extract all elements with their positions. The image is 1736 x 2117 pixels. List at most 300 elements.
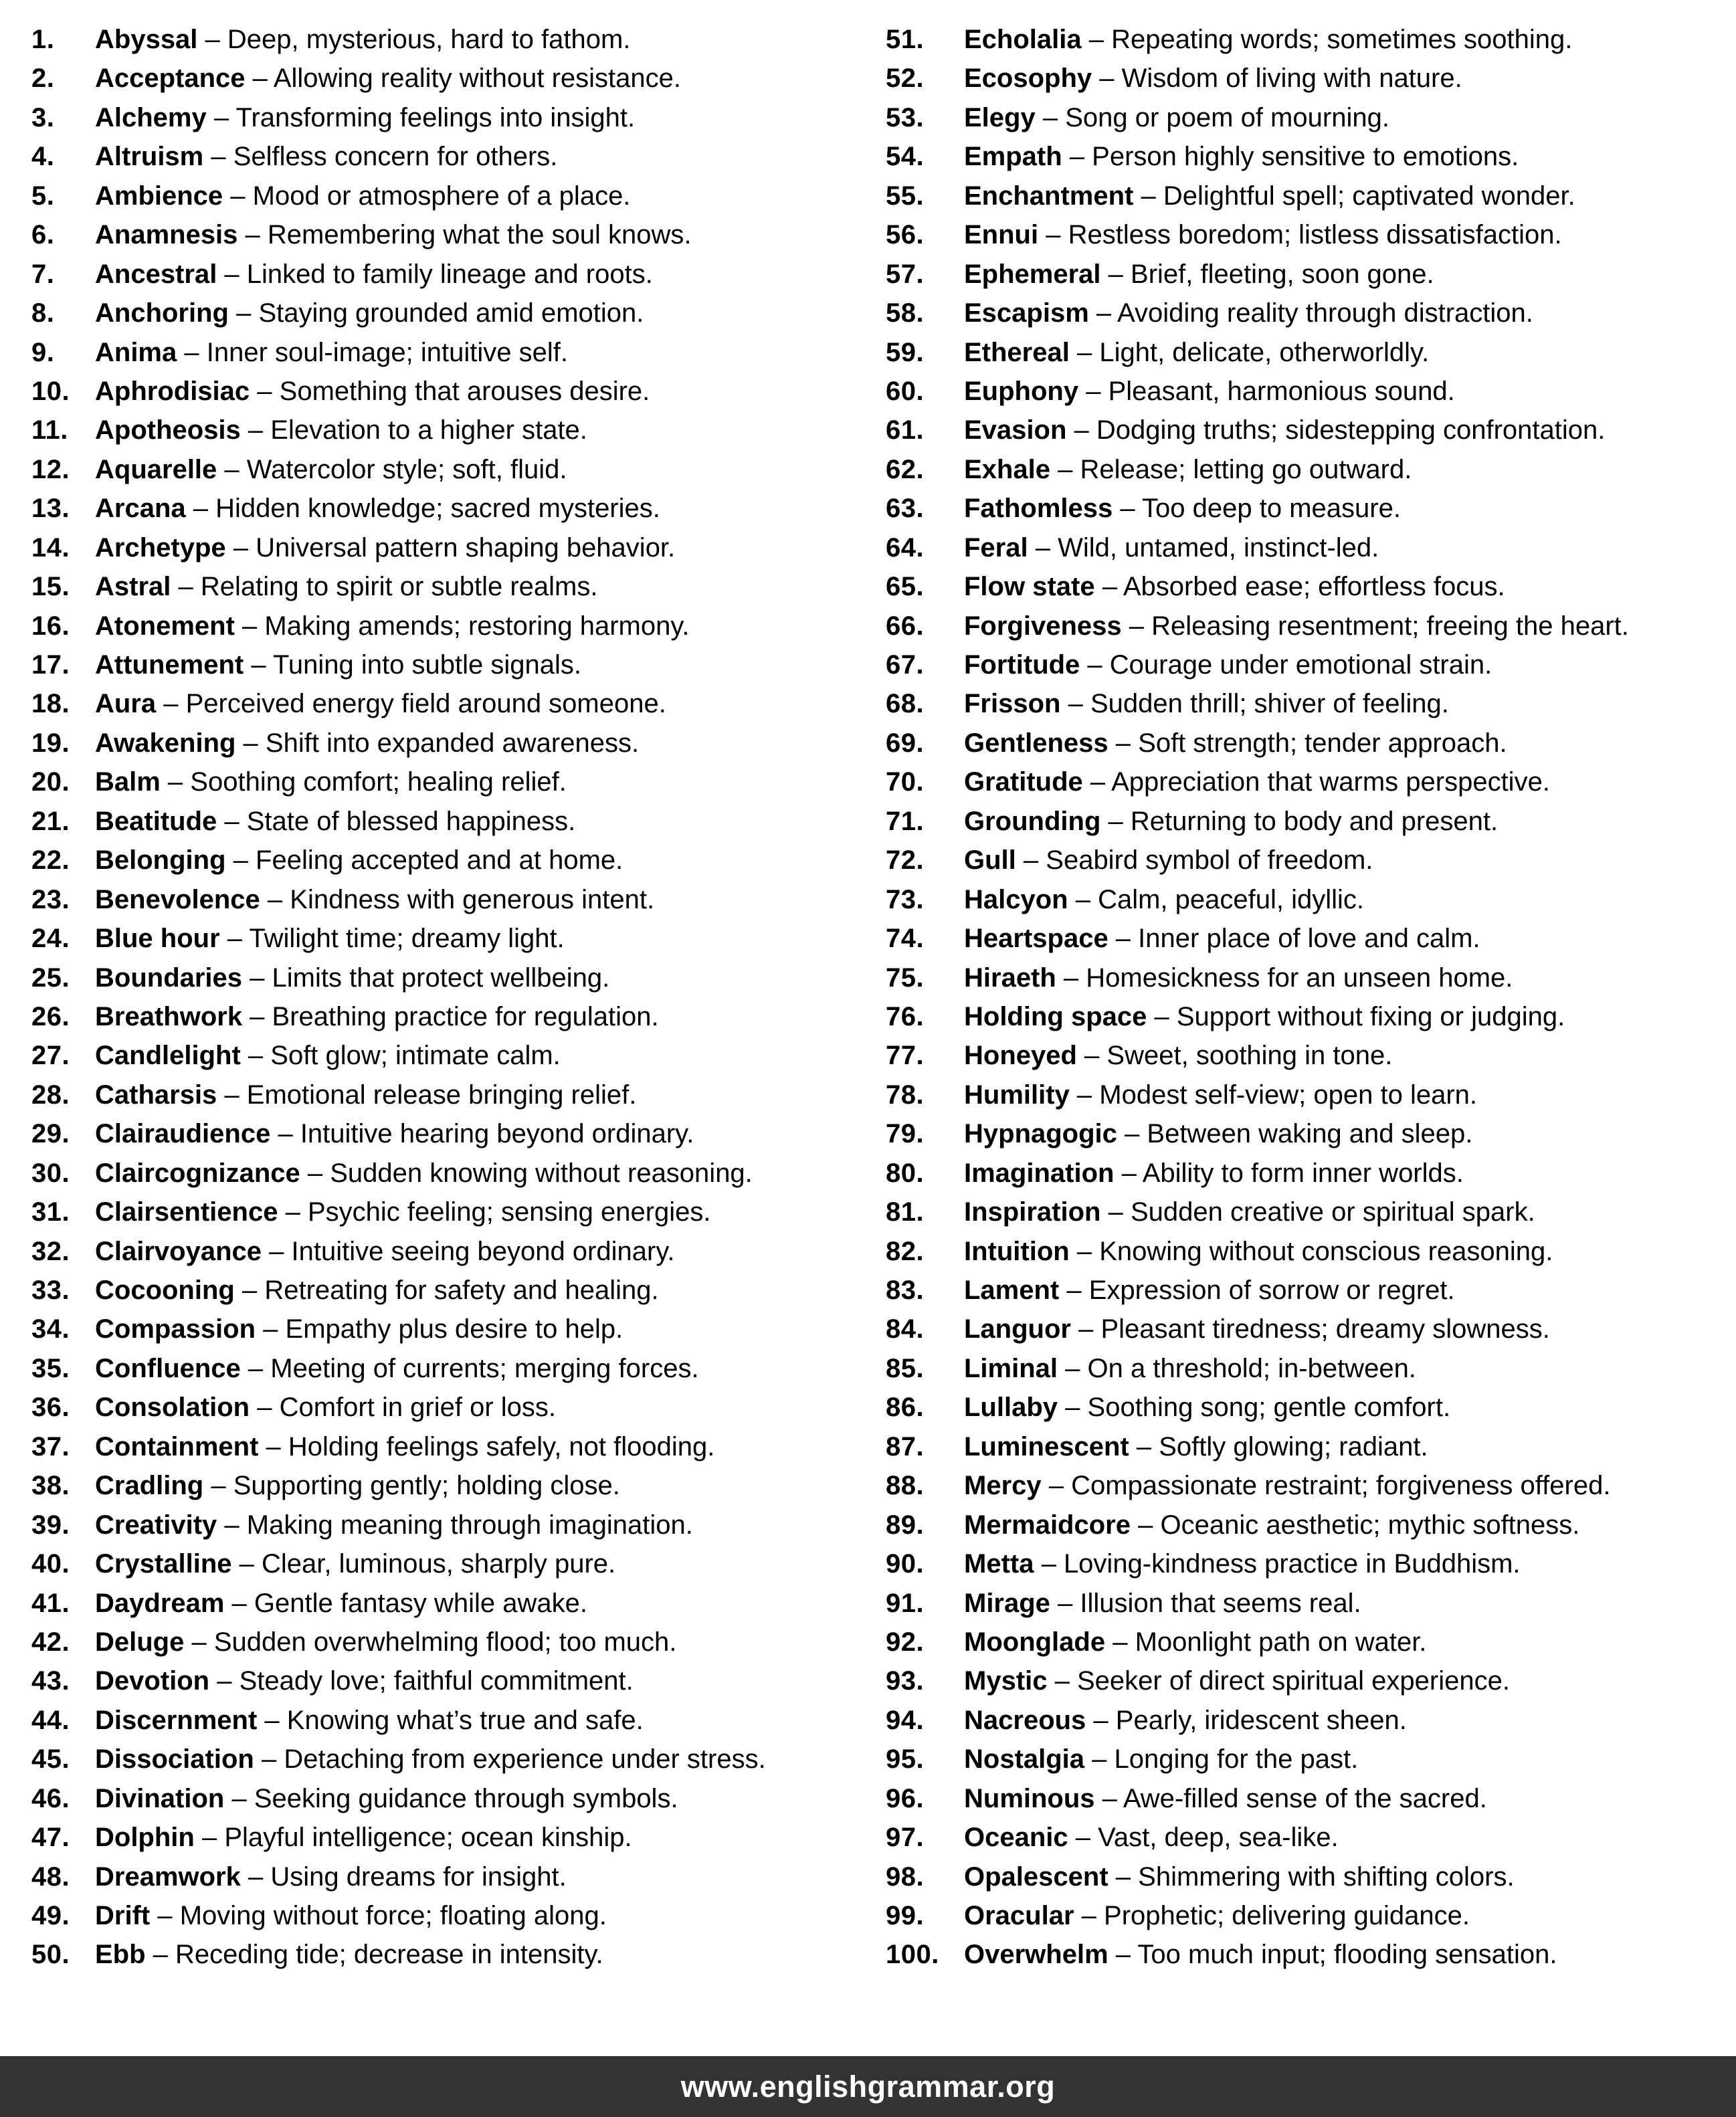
item-separator: – bbox=[1047, 1666, 1077, 1696]
list-item bbox=[868, 841, 1736, 880]
item-number: 53. bbox=[886, 102, 925, 132]
item-definition: Too much input; flooding sensation. bbox=[1137, 1940, 1557, 1970]
item-number: 32. bbox=[31, 1236, 70, 1266]
item-term: Fathomless bbox=[964, 494, 1113, 524]
item-number: 55. bbox=[886, 181, 925, 211]
item-definition: Retreating for safety and healing. bbox=[264, 1276, 659, 1305]
item-term: Intuition bbox=[964, 1236, 1070, 1266]
item-definition: Tuning into subtle signals. bbox=[272, 650, 581, 680]
list-item bbox=[868, 372, 1736, 411]
item-term: Altruism bbox=[95, 142, 204, 172]
list-item bbox=[868, 215, 1736, 254]
item-number: 6. bbox=[31, 220, 55, 250]
item-separator: – bbox=[1059, 1276, 1089, 1305]
list-item bbox=[0, 1740, 868, 1779]
list-item bbox=[868, 1935, 1736, 1974]
item-separator: – bbox=[300, 1158, 330, 1188]
item-definition: Twilight time; dreamy light. bbox=[249, 924, 565, 954]
list-item bbox=[0, 1935, 868, 1974]
item-number: 75. bbox=[886, 963, 925, 993]
item-term: Divination bbox=[95, 1783, 225, 1813]
item-number: 82. bbox=[886, 1236, 925, 1266]
item-definition: Sudden creative or spiritual spark. bbox=[1130, 1197, 1535, 1227]
list-item bbox=[868, 98, 1736, 137]
item-separator: – bbox=[219, 924, 250, 954]
item-definition: Prophetic; delivering guidance. bbox=[1104, 1901, 1470, 1930]
item-separator: – bbox=[240, 1041, 271, 1071]
item-term: Dolphin bbox=[95, 1823, 195, 1853]
item-number: 2. bbox=[31, 64, 55, 94]
item-definition: Seabird symbol of freedom. bbox=[1046, 845, 1373, 876]
item-number: 83. bbox=[886, 1276, 925, 1305]
item-number: 88. bbox=[886, 1471, 925, 1501]
list-item bbox=[868, 1466, 1736, 1505]
item-number: 41. bbox=[31, 1588, 70, 1618]
item-term: Enchantment bbox=[964, 181, 1134, 211]
item-definition: Softly glowing; radiant. bbox=[1159, 1431, 1428, 1461]
item-definition: Calm, peaceful, idyllic. bbox=[1098, 884, 1365, 914]
item-separator: – bbox=[1058, 1393, 1088, 1423]
list-item bbox=[0, 1271, 868, 1310]
list-item bbox=[868, 1506, 1736, 1544]
item-number: 22. bbox=[31, 845, 70, 876]
item-term: Heartspace bbox=[964, 924, 1108, 954]
item-term: Holding space bbox=[964, 1001, 1147, 1031]
item-separator: – bbox=[262, 1236, 292, 1266]
item-term: Opalescent bbox=[964, 1861, 1108, 1892]
item-term: Overwhelm bbox=[964, 1940, 1108, 1970]
item-definition: Song or poem of mourning. bbox=[1065, 102, 1389, 132]
item-term: Mystic bbox=[964, 1666, 1048, 1696]
item-number: 66. bbox=[886, 611, 925, 641]
list-item bbox=[0, 1076, 868, 1114]
item-separator: – bbox=[184, 1627, 214, 1657]
item-term: Compassion bbox=[95, 1314, 256, 1344]
item-number: 36. bbox=[31, 1393, 70, 1423]
list-item bbox=[0, 1036, 868, 1075]
item-definition: Empathy plus desire to help. bbox=[285, 1314, 623, 1344]
list-item bbox=[868, 1349, 1736, 1388]
item-number: 52. bbox=[886, 64, 925, 94]
item-separator: – bbox=[203, 142, 233, 172]
list-item bbox=[0, 1623, 868, 1661]
item-separator: – bbox=[228, 298, 259, 328]
item-term: Honeyed bbox=[964, 1041, 1077, 1071]
item-number: 12. bbox=[31, 454, 70, 484]
item-separator: – bbox=[242, 963, 272, 993]
item-term: Languor bbox=[964, 1314, 1071, 1344]
list-item bbox=[868, 1701, 1736, 1740]
item-separator: – bbox=[1050, 1588, 1080, 1618]
item-number: 42. bbox=[31, 1627, 70, 1657]
item-term: Evasion bbox=[964, 415, 1067, 445]
item-definition: Absorbed ease; effortless focus. bbox=[1123, 572, 1505, 602]
item-number: 63. bbox=[886, 494, 925, 524]
item-separator: – bbox=[278, 1197, 308, 1227]
item-definition: Making meaning through imagination. bbox=[246, 1510, 693, 1540]
item-separator: – bbox=[1130, 1510, 1161, 1540]
item-definition: Moving without force; floating along. bbox=[179, 1901, 607, 1930]
list-item bbox=[868, 1779, 1736, 1818]
list-item bbox=[0, 919, 868, 958]
item-separator: – bbox=[1105, 1627, 1135, 1657]
item-number: 73. bbox=[886, 884, 925, 914]
item-definition: Feeling accepted and at home. bbox=[256, 845, 623, 876]
item-term: Apotheosis bbox=[95, 415, 241, 445]
item-separator: – bbox=[1078, 376, 1108, 406]
item-separator: – bbox=[145, 1940, 176, 1970]
item-term: Clairvoyance bbox=[95, 1236, 262, 1266]
item-term: Ambience bbox=[95, 181, 223, 211]
list-item bbox=[0, 1466, 868, 1505]
list-item bbox=[868, 802, 1736, 841]
item-definition: Psychic feeling; sensing energies. bbox=[307, 1197, 711, 1227]
item-number: 3. bbox=[31, 102, 55, 132]
item-term: Awakening bbox=[95, 728, 236, 758]
item-definition: Returning to body and present. bbox=[1130, 806, 1499, 836]
item-separator: – bbox=[1117, 1119, 1147, 1149]
item-number: 78. bbox=[886, 1080, 925, 1110]
list-item bbox=[868, 255, 1736, 294]
item-term: Breathwork bbox=[95, 1001, 243, 1031]
item-term: Euphony bbox=[964, 376, 1079, 406]
item-number: 74. bbox=[886, 924, 925, 954]
item-term: Metta bbox=[964, 1549, 1034, 1579]
item-separator: – bbox=[231, 1549, 262, 1579]
item-definition: Pleasant tiredness; dreamy slowness. bbox=[1100, 1314, 1550, 1344]
list-item bbox=[868, 1584, 1736, 1623]
item-definition: Repeating words; sometimes soothing. bbox=[1111, 25, 1573, 54]
item-number: 37. bbox=[31, 1431, 70, 1461]
item-term: Moonglade bbox=[964, 1627, 1106, 1657]
item-definition: Remembering what the soul knows. bbox=[267, 220, 692, 250]
item-term: Deluge bbox=[95, 1627, 185, 1657]
item-number: 87. bbox=[886, 1431, 925, 1461]
item-number: 31. bbox=[31, 1197, 70, 1227]
item-term: Atonement bbox=[95, 611, 235, 641]
item-number: 45. bbox=[31, 1744, 70, 1775]
item-number: 50. bbox=[31, 1940, 70, 1970]
item-definition: Shimmering with shifting colors. bbox=[1138, 1861, 1515, 1892]
list-item bbox=[0, 333, 868, 372]
item-separator: – bbox=[1038, 220, 1068, 250]
list-item bbox=[868, 1661, 1736, 1700]
item-separator: – bbox=[217, 259, 247, 289]
list-item bbox=[0, 372, 868, 411]
item-separator: – bbox=[185, 494, 216, 524]
item-definition: Expression of sorrow or regret. bbox=[1088, 1276, 1455, 1305]
item-definition: Knowing what’s true and safe. bbox=[286, 1705, 644, 1735]
item-term: Gull bbox=[964, 845, 1016, 876]
item-number: 67. bbox=[886, 650, 925, 680]
list-item bbox=[0, 20, 868, 59]
item-term: Liminal bbox=[964, 1353, 1058, 1383]
item-definition: Universal pattern shaping behavior. bbox=[256, 532, 676, 563]
list-item bbox=[0, 607, 868, 645]
item-term: Feral bbox=[964, 532, 1028, 563]
item-separator: – bbox=[160, 767, 191, 797]
item-definition: Inner place of love and calm. bbox=[1138, 924, 1480, 954]
item-number: 94. bbox=[886, 1705, 925, 1735]
item-number: 92. bbox=[886, 1627, 925, 1657]
item-number: 70. bbox=[886, 767, 925, 797]
list-item bbox=[868, 1623, 1736, 1661]
item-separator: – bbox=[1133, 181, 1163, 211]
list-item bbox=[868, 489, 1736, 528]
item-number: 1. bbox=[31, 25, 55, 54]
item-term: Numinous bbox=[964, 1783, 1095, 1813]
item-definition: Sudden overwhelming flood; too much. bbox=[213, 1627, 677, 1657]
item-separator: – bbox=[1086, 1705, 1116, 1735]
item-term: Abyssal bbox=[95, 25, 198, 54]
list-item bbox=[0, 841, 868, 880]
item-term: Clairaudience bbox=[95, 1119, 271, 1149]
word-list-column-right bbox=[868, 20, 1736, 1975]
item-separator: – bbox=[1092, 64, 1122, 94]
item-term: Elegy bbox=[964, 102, 1036, 132]
list-item bbox=[868, 763, 1736, 801]
item-separator: – bbox=[1108, 924, 1139, 954]
item-separator: – bbox=[1121, 611, 1152, 641]
list-item bbox=[868, 411, 1736, 449]
item-separator: – bbox=[217, 1080, 247, 1110]
item-term: Ennui bbox=[964, 220, 1039, 250]
item-number: 72. bbox=[886, 845, 925, 876]
item-definition: Inner soul-image; intuitive self. bbox=[206, 337, 568, 367]
item-separator: – bbox=[1076, 1041, 1107, 1071]
list-item bbox=[0, 645, 868, 684]
item-number: 44. bbox=[31, 1705, 70, 1735]
item-term: Grounding bbox=[964, 806, 1101, 836]
item-separator: – bbox=[1058, 1353, 1088, 1383]
list-item bbox=[0, 997, 868, 1036]
item-number: 56. bbox=[886, 220, 925, 250]
item-definition: Soft glow; intimate calm. bbox=[270, 1041, 561, 1071]
list-item bbox=[0, 1661, 868, 1700]
list-item bbox=[0, 684, 868, 723]
item-number: 95. bbox=[886, 1744, 925, 1775]
item-separator: – bbox=[1016, 845, 1046, 876]
item-separator: – bbox=[1035, 102, 1066, 132]
item-number: 40. bbox=[31, 1549, 70, 1579]
item-term: Gentleness bbox=[964, 728, 1108, 758]
item-number: 51. bbox=[886, 25, 925, 54]
list-item bbox=[0, 1857, 868, 1896]
item-definition: Intuitive seeing beyond ordinary. bbox=[291, 1236, 675, 1266]
item-term: Flow state bbox=[964, 572, 1095, 602]
item-number: 17. bbox=[31, 650, 70, 680]
item-definition: Releasing resentment; freeing the heart. bbox=[1151, 611, 1629, 641]
item-separator: – bbox=[1082, 767, 1112, 797]
item-term: Humility bbox=[964, 1080, 1070, 1110]
item-number: 68. bbox=[886, 689, 925, 719]
item-term: Daydream bbox=[95, 1588, 225, 1618]
list-item bbox=[0, 724, 868, 763]
item-number: 39. bbox=[31, 1510, 70, 1540]
item-term: Mermaidcore bbox=[964, 1510, 1131, 1540]
item-separator: – bbox=[217, 1510, 247, 1540]
item-separator: – bbox=[240, 1861, 271, 1892]
item-number: 61. bbox=[886, 415, 925, 445]
item-number: 27. bbox=[31, 1041, 70, 1071]
item-separator: – bbox=[1050, 454, 1080, 484]
item-term: Anamnesis bbox=[95, 220, 238, 250]
list-item bbox=[0, 59, 868, 98]
item-separator: – bbox=[1147, 1001, 1177, 1031]
item-number: 16. bbox=[31, 611, 70, 641]
item-definition: Emotional release bringing relief. bbox=[246, 1080, 637, 1110]
item-term: Nostalgia bbox=[964, 1744, 1085, 1775]
item-term: Claircognizance bbox=[95, 1158, 300, 1188]
item-number: 98. bbox=[886, 1861, 925, 1892]
footer-url-text: www.englishgrammar.org bbox=[680, 2069, 1056, 2104]
item-term: Hypnagogic bbox=[964, 1119, 1117, 1149]
list-item bbox=[868, 607, 1736, 645]
item-definition: Using dreams for insight. bbox=[270, 1861, 567, 1892]
item-separator: – bbox=[1069, 1236, 1100, 1266]
list-item bbox=[0, 1232, 868, 1271]
item-term: Aquarelle bbox=[95, 454, 217, 484]
item-separator: – bbox=[1108, 1940, 1138, 1970]
list-item bbox=[868, 880, 1736, 919]
item-term: Creativity bbox=[95, 1510, 217, 1540]
item-term: Luminescent bbox=[964, 1431, 1129, 1461]
item-separator: – bbox=[171, 572, 201, 602]
item-separator: – bbox=[209, 1666, 239, 1696]
list-item bbox=[0, 1154, 868, 1193]
item-number: 10. bbox=[31, 376, 70, 406]
item-definition: Breathing practice for regulation. bbox=[272, 1001, 659, 1031]
list-item bbox=[868, 1388, 1736, 1427]
list-item bbox=[0, 1896, 868, 1935]
item-term: Lament bbox=[964, 1276, 1060, 1305]
item-term: Beatitude bbox=[95, 806, 217, 836]
list-item bbox=[0, 1310, 868, 1348]
list-item bbox=[868, 684, 1736, 723]
list-item bbox=[868, 1271, 1736, 1310]
item-number: 20. bbox=[31, 767, 70, 797]
item-separator: – bbox=[242, 1001, 272, 1031]
item-number: 19. bbox=[31, 728, 70, 758]
item-number: 5. bbox=[31, 181, 55, 211]
item-separator: – bbox=[1068, 884, 1098, 914]
item-number: 46. bbox=[31, 1783, 70, 1813]
item-term: Benevolence bbox=[95, 884, 260, 914]
item-definition: Steady love; faithful commitment. bbox=[239, 1666, 634, 1696]
item-separator: – bbox=[1070, 1314, 1101, 1344]
item-separator: – bbox=[1113, 494, 1143, 524]
list-item bbox=[0, 1349, 868, 1388]
item-number: 47. bbox=[31, 1823, 70, 1853]
item-number: 26. bbox=[31, 1001, 70, 1031]
item-separator: – bbox=[1081, 25, 1112, 54]
list-item bbox=[0, 215, 868, 254]
item-separator: – bbox=[194, 1823, 225, 1853]
item-separator: – bbox=[1068, 1823, 1098, 1853]
list-item bbox=[868, 528, 1736, 567]
item-definition: Restless boredom; listless dissatisfaction. bbox=[1068, 220, 1562, 250]
item-number: 89. bbox=[886, 1510, 925, 1540]
item-definition: Longing for the past. bbox=[1114, 1744, 1359, 1775]
item-separator: – bbox=[203, 1471, 233, 1501]
item-definition: Transforming feelings into insight. bbox=[235, 102, 636, 132]
item-number: 23. bbox=[31, 884, 70, 914]
item-separator: – bbox=[260, 884, 290, 914]
item-separator: – bbox=[1094, 572, 1123, 602]
item-definition: Playful intelligence; ocean kinship. bbox=[224, 1823, 632, 1853]
item-number: 69. bbox=[886, 728, 925, 758]
item-definition: Kindness with generous intent. bbox=[290, 884, 655, 914]
item-definition: Allowing reality without resistance. bbox=[273, 64, 681, 94]
item-definition: Limits that protect wellbeing. bbox=[272, 963, 610, 993]
item-term: Empath bbox=[964, 142, 1062, 172]
item-term: Acceptance bbox=[95, 64, 246, 94]
list-item bbox=[0, 1701, 868, 1740]
list-item bbox=[0, 763, 868, 801]
item-definition: Supporting gently; holding close. bbox=[233, 1471, 620, 1501]
item-separator: – bbox=[258, 1431, 288, 1461]
item-number: 33. bbox=[31, 1276, 70, 1305]
list-item bbox=[868, 997, 1736, 1036]
item-definition: Shift into expanded awareness. bbox=[265, 728, 640, 758]
item-definition: Mood or atmosphere of a place. bbox=[252, 181, 631, 211]
item-separator: – bbox=[237, 220, 268, 250]
list-item bbox=[868, 959, 1736, 997]
item-definition: Gentle fantasy while awake. bbox=[254, 1588, 587, 1618]
list-item bbox=[868, 724, 1736, 763]
item-definition: Wisdom of living with nature. bbox=[1121, 64, 1462, 94]
item-definition: Hidden knowledge; sacred mysteries. bbox=[215, 494, 660, 524]
item-term: Belonging bbox=[95, 845, 226, 876]
list-item bbox=[868, 450, 1736, 489]
item-number: 28. bbox=[31, 1080, 70, 1110]
list-item bbox=[868, 567, 1736, 606]
item-number: 84. bbox=[886, 1314, 925, 1344]
item-separator: – bbox=[1100, 259, 1131, 289]
item-number: 18. bbox=[31, 689, 70, 719]
list-item bbox=[0, 1388, 868, 1427]
item-definition: Sudden knowing without reasoning. bbox=[330, 1158, 753, 1188]
list-item bbox=[868, 1036, 1736, 1075]
item-definition: State of blessed happiness. bbox=[246, 806, 576, 836]
item-separator: – bbox=[217, 806, 247, 836]
item-term: Consolation bbox=[95, 1393, 250, 1423]
item-term: Ecosophy bbox=[964, 64, 1092, 94]
footer-bar bbox=[0, 2056, 1736, 2117]
item-number: 8. bbox=[31, 298, 55, 328]
list-item bbox=[868, 294, 1736, 332]
item-term: Ebb bbox=[95, 1940, 146, 1970]
item-separator: – bbox=[177, 337, 207, 367]
item-number: 25. bbox=[31, 963, 70, 993]
item-term: Nacreous bbox=[964, 1705, 1086, 1735]
item-separator: – bbox=[1056, 963, 1086, 993]
item-number: 80. bbox=[886, 1158, 925, 1188]
item-separator: – bbox=[270, 1119, 300, 1149]
item-number: 9. bbox=[31, 337, 55, 367]
item-term: Arcana bbox=[95, 494, 186, 524]
item-term: Archetype bbox=[95, 532, 226, 563]
item-definition: Making amends; restoring harmony. bbox=[264, 611, 690, 641]
item-number: 85. bbox=[886, 1353, 925, 1383]
list-item bbox=[0, 137, 868, 176]
item-definition: On a threshold; in-between. bbox=[1087, 1353, 1416, 1383]
item-number: 58. bbox=[886, 298, 925, 328]
list-item bbox=[868, 1154, 1736, 1193]
item-term: Cradling bbox=[95, 1471, 204, 1501]
item-definition: Ability to form inner worlds. bbox=[1142, 1158, 1464, 1188]
item-definition: Between waking and sleep. bbox=[1147, 1119, 1473, 1149]
